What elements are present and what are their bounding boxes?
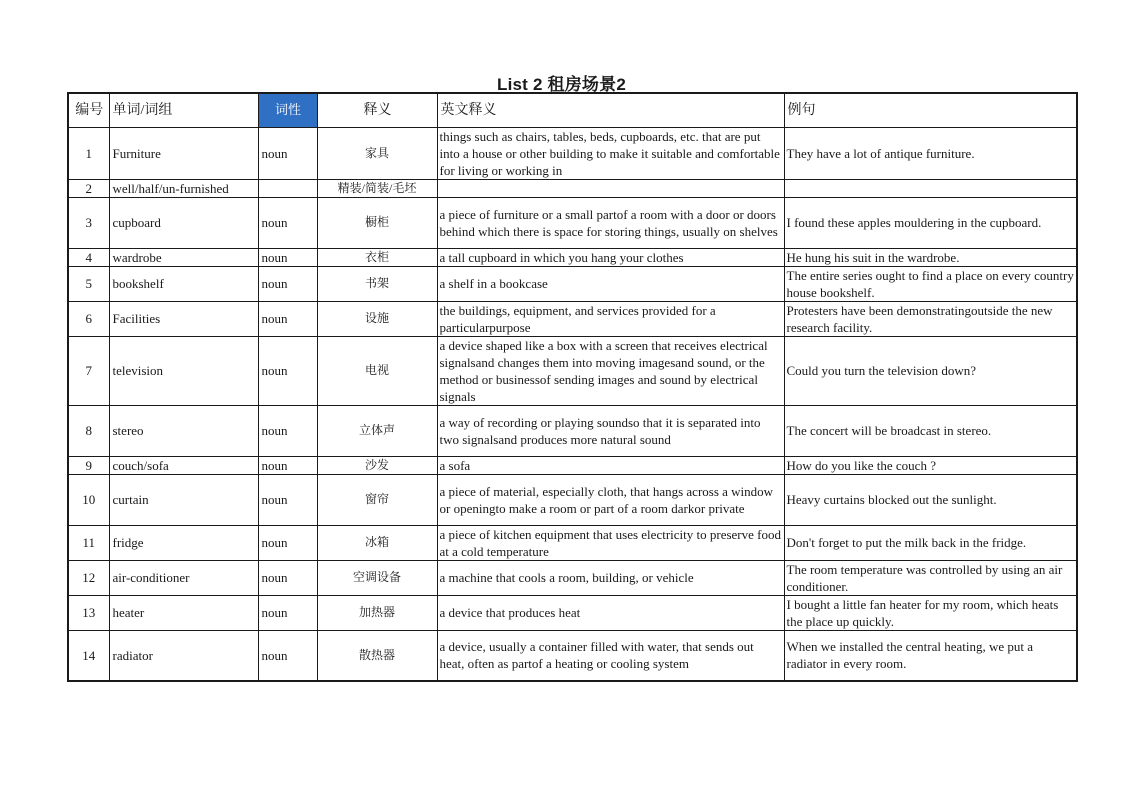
cell-number: 13 — [68, 595, 109, 630]
cell-number: 10 — [68, 474, 109, 525]
cell-number: 4 — [68, 248, 109, 266]
cell-part-of-speech: noun — [258, 630, 317, 681]
cell-chinese-meaning: 冰箱 — [317, 525, 437, 560]
cell-english-definition: a piece of material, especially cloth, that hangs across a window or openingto make a room or part of a room darkor private — [437, 474, 784, 525]
cell-word: fridge — [109, 525, 258, 560]
table-row — [68, 301, 1077, 336]
cell-english-definition: the buildings, equipment, and services provided for a particularpurpose — [437, 301, 784, 336]
cell-word: well/half/un-furnished — [109, 179, 258, 197]
cell-word: air-conditioner — [109, 560, 258, 595]
table-row — [68, 595, 1077, 630]
cell-example: I bought a little fan heater for my room, which heats the place up quickly. — [784, 595, 1077, 630]
cell-word: cupboard — [109, 197, 258, 248]
table-row — [68, 336, 1077, 405]
cell-english-definition: a device shaped like a box with a screen that receives electrical signalsand changes them into moving imagesand sound, or the method or businessof sending images and sound by electrical signals — [437, 336, 784, 405]
cell-part-of-speech: noun — [258, 266, 317, 301]
column-header-chinese-meaning: 释义 — [317, 93, 437, 127]
column-header-number: 编号 — [68, 93, 109, 127]
column-header-english-definition: 英文释义 — [437, 93, 784, 127]
cell-chinese-meaning: 散热器 — [317, 630, 437, 681]
cell-part-of-speech: noun — [258, 336, 317, 405]
cell-part-of-speech: noun — [258, 197, 317, 248]
cell-number: 6 — [68, 301, 109, 336]
cell-part-of-speech: noun — [258, 474, 317, 525]
cell-number: 1 — [68, 127, 109, 179]
cell-number: 5 — [68, 266, 109, 301]
cell-number: 14 — [68, 630, 109, 681]
cell-example: When we installed the central heating, we put a radiator in every room. — [784, 630, 1077, 681]
table-row — [68, 405, 1077, 456]
cell-word: bookshelf — [109, 266, 258, 301]
cell-number: 11 — [68, 525, 109, 560]
cell-english-definition: a device, usually a container filled with water, that sends out heat, often as partof a heating or cooling system — [437, 630, 784, 681]
cell-part-of-speech: noun — [258, 595, 317, 630]
cell-english-definition: a machine that cools a room, building, or vehicle — [437, 560, 784, 595]
cell-chinese-meaning: 窗帘 — [317, 474, 437, 525]
table-row — [68, 127, 1077, 179]
cell-number: 7 — [68, 336, 109, 405]
cell-word: television — [109, 336, 258, 405]
cell-word: couch/sofa — [109, 456, 258, 474]
page-title: List 2 租房场景2 — [497, 75, 626, 94]
cell-number: 9 — [68, 456, 109, 474]
cell-word: stereo — [109, 405, 258, 456]
cell-english-definition: a shelf in a bookcase — [437, 266, 784, 301]
table-row — [68, 456, 1077, 474]
cell-example: Protesters have been demonstratingoutside the new research facility. — [784, 301, 1077, 336]
cell-example: The entire series ought to find a place on every country house bookshelf. — [784, 266, 1077, 301]
column-header-part-of-speech: 词性 — [258, 93, 317, 127]
cell-chinese-meaning: 家具 — [317, 127, 437, 179]
cell-word: wardrobe — [109, 248, 258, 266]
cell-chinese-meaning: 精装/简装/毛坯 — [317, 179, 437, 197]
cell-chinese-meaning: 衣柜 — [317, 248, 437, 266]
cell-english-definition — [437, 179, 784, 197]
cell-english-definition: a sofa — [437, 456, 784, 474]
column-header-example: 例句 — [784, 93, 1077, 127]
cell-chinese-meaning: 橱柜 — [317, 197, 437, 248]
cell-part-of-speech: noun — [258, 456, 317, 474]
cell-part-of-speech: noun — [258, 405, 317, 456]
cell-chinese-meaning: 空调设备 — [317, 560, 437, 595]
cell-example: Don't forget to put the milk back in the fridge. — [784, 525, 1077, 560]
cell-number: 3 — [68, 197, 109, 248]
cell-chinese-meaning: 立体声 — [317, 405, 437, 456]
cell-word: Facilities — [109, 301, 258, 336]
cell-part-of-speech: noun — [258, 248, 317, 266]
cell-word: heater — [109, 595, 258, 630]
cell-word: radiator — [109, 630, 258, 681]
cell-chinese-meaning: 沙发 — [317, 456, 437, 474]
cell-english-definition: a way of recording or playing soundso that it is separated into two signalsand produces more natural sound — [437, 405, 784, 456]
cell-part-of-speech: noun — [258, 127, 317, 179]
table-header-row — [68, 93, 1077, 127]
table-row — [68, 474, 1077, 525]
table-row — [68, 525, 1077, 560]
cell-example: The room temperature was controlled by using an air conditioner. — [784, 560, 1077, 595]
cell-example: Heavy curtains blocked out the sunlight. — [784, 474, 1077, 525]
cell-part-of-speech: noun — [258, 525, 317, 560]
cell-example — [784, 179, 1077, 197]
cell-english-definition: things such as chairs, tables, beds, cupboards, etc. that are put into a house or other building to make it suitable and comfortable for living or working in — [437, 127, 784, 179]
table-row — [68, 266, 1077, 301]
cell-chinese-meaning: 书架 — [317, 266, 437, 301]
cell-example: Could you turn the television down? — [784, 336, 1077, 405]
cell-english-definition: a device that produces heat — [437, 595, 784, 630]
cell-example: How do you like the couch ? — [784, 456, 1077, 474]
cell-chinese-meaning: 加热器 — [317, 595, 437, 630]
cell-word: Furniture — [109, 127, 258, 179]
table-row — [68, 630, 1077, 681]
table-row — [68, 197, 1077, 248]
cell-number: 2 — [68, 179, 109, 197]
cell-chinese-meaning: 设施 — [317, 301, 437, 336]
cell-part-of-speech: noun — [258, 560, 317, 595]
cell-chinese-meaning: 电视 — [317, 336, 437, 405]
vocabulary-table — [67, 92, 1078, 682]
cell-english-definition: a piece of furniture or a small partof a room with a door or doors behind which there is space for storing things, usually on shelves — [437, 197, 784, 248]
cell-example: The concert will be broadcast in stereo. — [784, 405, 1077, 456]
table-row — [68, 560, 1077, 595]
table-row — [68, 248, 1077, 266]
cell-number: 8 — [68, 405, 109, 456]
cell-example: He hung his suit in the wardrobe. — [784, 248, 1077, 266]
cell-part-of-speech — [258, 179, 317, 197]
cell-english-definition: a piece of kitchen equipment that uses electricity to preserve food at a cold temperature — [437, 525, 784, 560]
cell-part-of-speech: noun — [258, 301, 317, 336]
column-header-word: 单词/词组 — [109, 93, 258, 127]
table-row — [68, 179, 1077, 197]
cell-number: 12 — [68, 560, 109, 595]
cell-example: They have a lot of antique furniture. — [784, 127, 1077, 179]
cell-word: curtain — [109, 474, 258, 525]
cell-example: I found these apples mouldering in the cupboard. — [784, 197, 1077, 248]
cell-english-definition: a tall cupboard in which you hang your clothes — [437, 248, 784, 266]
